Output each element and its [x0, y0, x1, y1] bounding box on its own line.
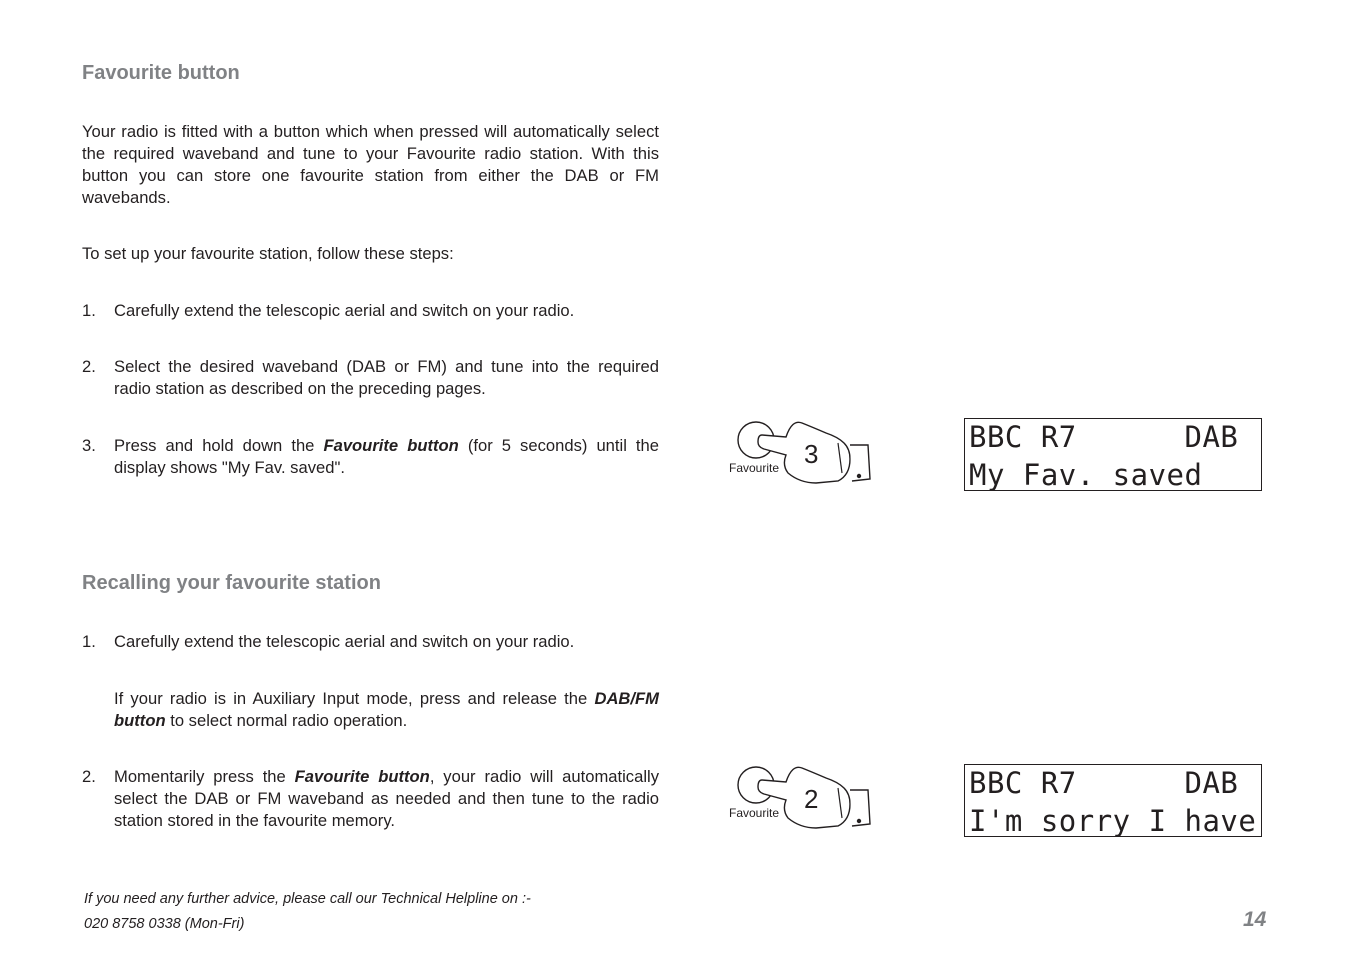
recall-step-1 [82, 631, 659, 653]
section-heading-favourite-button: Favourite button [82, 62, 240, 84]
lcd-line-1: BBC R7 DAB [969, 420, 1239, 454]
step-text: Carefully extend the telescopic aerial and switch on your radio. [114, 632, 575, 651]
recall-note-aux-mode [82, 688, 659, 732]
setup-step-1 [82, 300, 659, 322]
lcd-line-2: I'm sorry I have [969, 804, 1257, 837]
step-text: Carefully extend the telescopic aerial and switch on your radio. [114, 301, 575, 320]
step-number: 2. [82, 357, 96, 376]
recall-step-2 [82, 766, 659, 832]
page-number: 14 [1243, 908, 1267, 931]
lcd-display-fav-saved [964, 418, 1262, 491]
lcd-line-1: BBC R7 DAB [969, 766, 1239, 800]
section-heading-recalling: Recalling your favourite station [82, 572, 381, 594]
step-number-label: 3 [804, 439, 819, 469]
step-text: Select the desired waveband (DAB or FM) and tune into the required radio station as described on the preceding pages. [114, 357, 659, 398]
helpline-number: 020 8758 0338 (Mon-Fri) [84, 916, 245, 932]
dab-fm-button-emphasis: DAB/FM button [114, 689, 659, 730]
favourite-label: Favourite [729, 461, 780, 475]
step-text: Momentarily press the Favourite button, your radio will automatically select the DAB or FM waveband as needed and then tune to the radio station stored in the favourite memory. [114, 767, 659, 830]
step-text: Press and hold down the Favourite button (for 5 seconds) until the display shows "My Fav. saved". [114, 436, 659, 477]
favourite-button-emphasis: Favourite button [323, 436, 459, 455]
step-number: 1. [82, 301, 96, 320]
favourite-label: Favourite [729, 806, 780, 820]
helpline-text: If you need any further advice, please call our Technical Helpline on :- [84, 891, 531, 907]
favourite-button-press-illustration [726, 415, 876, 490]
step-number: 2. [82, 767, 96, 786]
favourite-button-press-illustration-2 [726, 760, 876, 835]
step-number: 3. [82, 436, 96, 455]
setup-step-3 [82, 435, 659, 479]
step-number: 1. [82, 632, 96, 651]
note-text: If your radio is in Auxiliary Input mode, press and release the DAB/FM button to select normal radio operation. [114, 689, 659, 730]
favourite-button-emphasis: Favourite button [294, 767, 430, 786]
steps-intro: To set up your favourite station, follow these steps: [82, 244, 454, 263]
intro-paragraph: Your radio is fitted with a button which when pressed will automatically select the required waveband and tune to your Favourite radio station. With this button you can store one favourite station from either the DAB or FM wavebands. [82, 122, 659, 207]
lcd-display-sorry [964, 764, 1262, 837]
lcd-line-2: My Fav. saved [969, 458, 1203, 491]
setup-step-2 [82, 356, 659, 400]
step-number-label: 2 [804, 784, 819, 814]
